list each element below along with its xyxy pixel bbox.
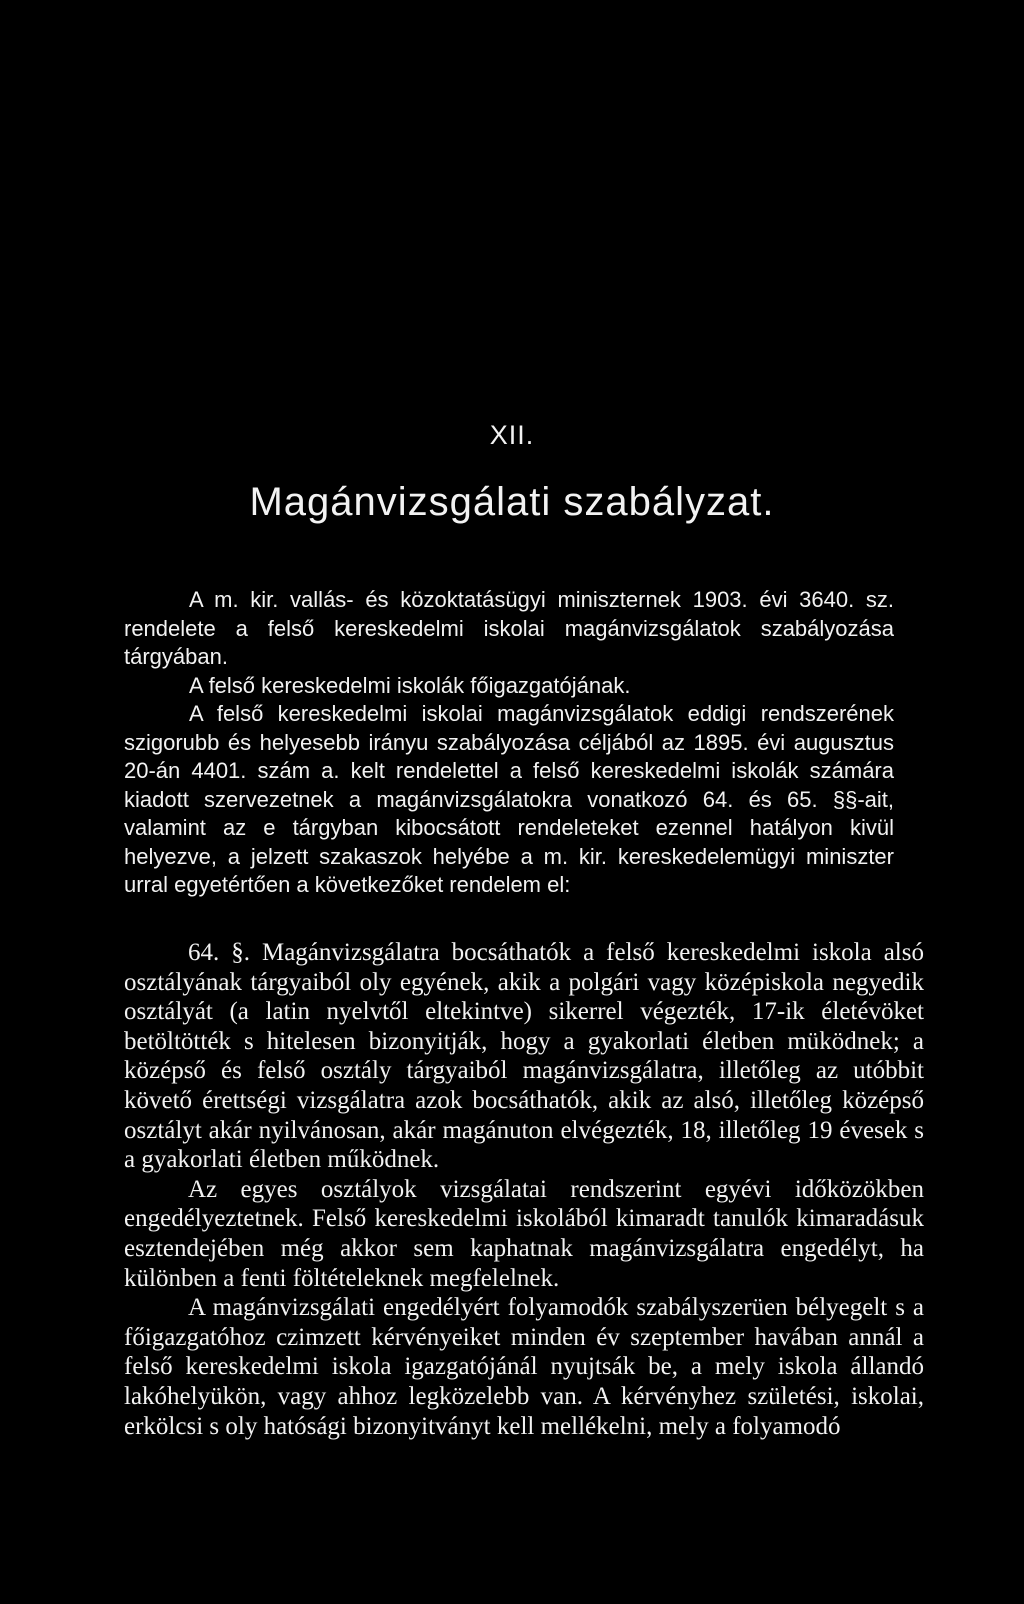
- section-paragraph-3: A magánvizsgálati engedélyért folyamodók szabályszerüen bélyegelt s a főigazgatóhoz czimzett kérvényeiket minden év szeptember havában annál a felső kereskedelmi iskola igazgatójánál nyujtsák be, a mely iskola állandó lakóhelyükön, vagy ahhoz legközelebb van. A kérvényhez születési, iskolai, erkölcsi s oly hatósági bizonyitványt kell mellékelni, mely a folyamodó: [124, 1294, 924, 1440]
- section-paragraph-1: 64. §. Magánvizsgálatra bocsáthatók a felső kereskedelmi iskola alsó osztályának tárgyaiból oly egyének, akik a polgári vagy középiskola negyedik osztályát (a latin nyelvtől eltekintve) sikerrel végezték, 17-ik életévöket betöltötték s hitelesen bizonyitják, hogy a gyakorlati életben müködnek; a középső és felső osztály tárgyaiból magánvizsgálatra, illetőleg az utóbbit követő érettségi vizsgálatra azok bocsáthatók, akik az alsó, illetőleg középső osztályt akár nyilvánosan, akár magánuton elvégezték, 18, illetőleg 19 évesek s a gyakorlati életben működnek.: [124, 939, 924, 1174]
- section-paragraph-2: Az egyes osztályok vizsgálatai rendszerint egyévi időközökben engedélyeztetnek. Felső kereskedelmi iskolából kimaradt tanulók kimaradásuk esztendejében még akkor sem kaphatnak magánvizsgálatra engedélyt, ha különben a fenti föltételeknek megfelelnek.: [124, 1175, 924, 1292]
- addressee-paragraph: A felső kereskedelmi iskolák főigazgatójának.: [189, 672, 631, 698]
- section-64: [124, 938, 924, 1441]
- decree-paragraph: A m. kir. vallás- és közoktatásügyi miniszternek 1903. évi 3640. sz. rendelete a felső kereskedelmi iskolai magánvizsgálatok szabályozása tárgyában.: [124, 587, 894, 669]
- preamble-paragraph: A felső kereskedelmi iskolai magánvizsgálatok eddigi rendszerének szigorubb és helyesebb irányu szabályozása céljából az 1895. évi augusztus 20-án 4401. szám a. kelt rendelettel a felső kereskedelmi iskolák számára kiadott szervezetnek a magánvizsgálatokra vonatkozó 64. és 65. §§-ait, valamint az e tárgyban kibocsátott rendeleteket ezennel hatályon kivül helyezve, a jelzett szakaszok helyébe a m. kir. kereskedelemügyi miniszter urral egyetértően a következőket rendelem el:: [124, 701, 894, 897]
- chapter-number: XII.: [489, 420, 535, 450]
- intro-text: [124, 586, 894, 900]
- chapter-title: Magánvizsgálati szabályzat.: [249, 480, 775, 524]
